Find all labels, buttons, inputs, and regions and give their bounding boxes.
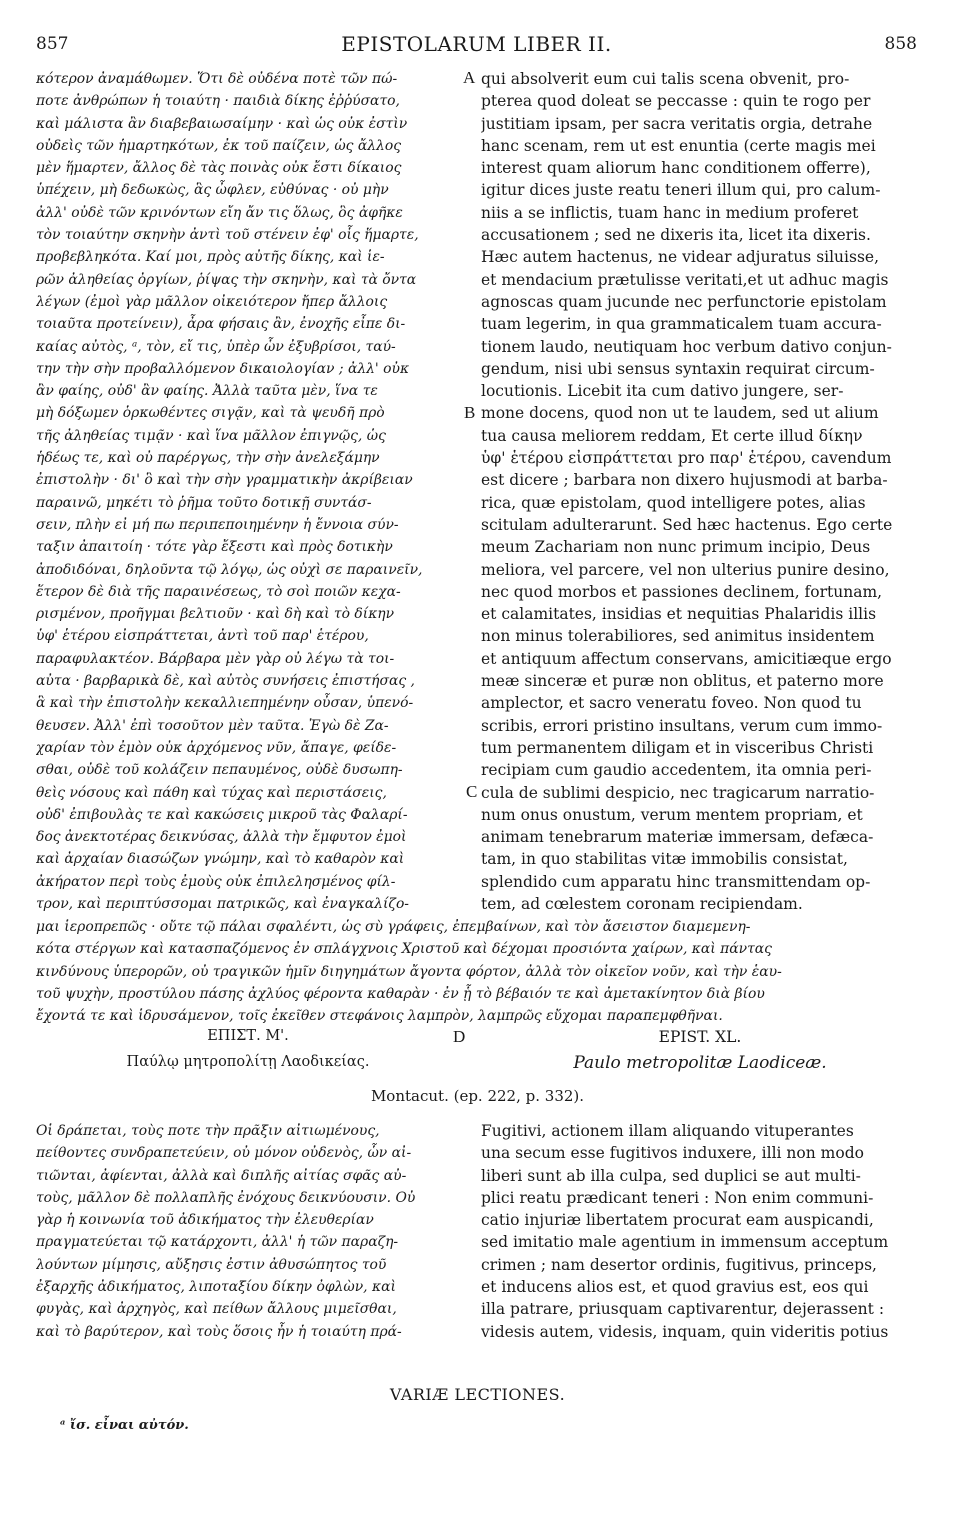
- latin-text-line: tem, ad cœlestem coronam recipiendam.: [481, 894, 803, 913]
- latin-text-line: non minus tolerabiliores, sed animitus insidentem: [481, 627, 875, 646]
- latin-text-line: illa patrare, priusquam captivarentur, dejerassent :: [481, 1300, 885, 1319]
- latin-text-line: catio injuriæ libertatem procurat eam auspicandi,: [481, 1211, 874, 1230]
- greek-text-line: καίας αὐτὸς, ᵃ, τὸν, εἴ τις, ὑπὲρ ὧν ἐξυβρίσοι, ταύ-: [36, 338, 396, 355]
- greek-text-line: κότερον ἀναμάθωμεν. Ὅτι δὲ οὐδένα ποτὲ τῶν πώ-: [36, 71, 398, 87]
- greek-text-line: χαρίαν τὸν ἐμὸν οὐκ ἀρχόμενος νῦν, ἄπαγε, φείδε-: [36, 739, 397, 756]
- greek-text-line: Οἱ δράπεται, τοὺς ποτε τὴν πρᾶξιν αἰτιωμένους,: [36, 1123, 380, 1139]
- greek-text-line: ἂν φαίης, οὐδ' ἂν φαίης. Ἀλλὰ ταῦτα μὲν, ἵνα τε: [36, 383, 378, 400]
- running-header: [36, 28, 917, 58]
- latin-text-line: mone docens, quod non ut te laudem, sed ut alium: [481, 404, 879, 423]
- greek-text-line: παραινῶ, μηκέτι τὸ ῥῆμα τοῦτο δοτικῇ συντάσ-: [36, 494, 372, 511]
- variant-reading-note: ᵃ ἴσ. εἶναι αὐτόν.: [60, 1418, 189, 1433]
- greek-text-line: τῆς ἀληθείας τιμᾷν · καὶ ἵνα μᾶλλον ἐπιγνῷς, ὡς: [36, 427, 386, 444]
- greek-text-line: ὑφ' ἑτέρου εἰσπράττεται, ἀντὶ τοῦ παρ' ἑτέρου,: [36, 628, 369, 645]
- greek-text-line: τὸν τοιαύτην σκηνὴν ἀντὶ τοῦ στένειν ἐφ' οἷς ἥμαρτε,: [36, 227, 419, 244]
- greek-text-line: προβεβληκότα. Καί μοι, πρὸς αὐτῆς δίκης, καὶ ἱε-: [36, 249, 385, 266]
- latin-text-line: meum Zachariam non nunc primum incipio, Deus: [481, 538, 871, 557]
- greek-text-line: ἀποδιδόναι, δηλοῦντα τῷ λόγῳ, ὡς οὐχὶ σε παραινεῖν,: [36, 561, 423, 578]
- latin-text-line: et inducens alios est, et quod gravius est, eos qui: [481, 1278, 869, 1297]
- latin-text-line: ὑφ' ἑτέρου εἰσπράττεται pro παρ' ἑτέρου, cavendum: [481, 449, 892, 468]
- section-marker-b: B: [464, 403, 476, 422]
- latin-text-line: niis a se inflictis, tuam hanc in medium proferet: [481, 203, 859, 222]
- latin-text-line: rica, quæ epistolam, quod intelligere potes, alias: [481, 493, 866, 512]
- greek-text-line: θεὶς νόσους καὶ πάθη καὶ τύχας καὶ περιστάσεις,: [36, 784, 387, 801]
- greek-text-line: ἔχοντά τε καὶ ἱδρυσάμενον, τοῖς ἐκεῖθεν στεφάνοις λαμπρὸν, λαμπρῶς εὔχομαι παραπεμφθῆναι.: [36, 1008, 723, 1025]
- section-marker-a: A: [463, 68, 476, 87]
- latin-text-line: meliora, vel parcere, vel non ulterius punire desino,: [481, 560, 890, 579]
- greek-text-line: καὶ ἀρχαίαν διασώζων γνώμην, καὶ τὸ καθαρὸν καὶ: [36, 851, 405, 868]
- greek-epistle-number: ΕΠΙΣΤ. Μ'.: [207, 1028, 289, 1044]
- greek-text-line: φυγὰς, καὶ ἀρχηγὸς, καὶ πείθων ἄλλους μιμεῖσθαι,: [36, 1301, 397, 1318]
- greek-text-line: αὐτα · βαρβαρικὰ δὲ, καὶ αὐτὸς συνήσεις ἐπιστήσας ,: [36, 673, 415, 690]
- greek-text-line: ὑπέχειν, μὴ δεδωκὼς, ἃς ὦφλεν, εὐθύνας · οὐ μὴν: [36, 182, 389, 199]
- greek-text-line: ποτε ἀνθρώπων ἡ τοιαύτη · παιδιὰ δίκης ἐῤῥύσατο,: [36, 93, 400, 110]
- greek-text-line: θευσεν. Ἀλλ' ἐπὶ τοσοῦτον μὲν ταῦτα. Ἐγὼ δὲ Ζα-: [36, 717, 389, 734]
- latin-text-line: Fugitivi, actionem illam aliquando vituperantes: [481, 1122, 854, 1140]
- greek-text-line: γὰρ ἡ κοινωνία τοῦ ἀδικήματος τὴν ἐλευθερίαν: [36, 1212, 374, 1229]
- latin-text-line: locutionis. Licebit ita cum dativo jungere, ser-: [481, 382, 844, 401]
- greek-text-line: κότα στέργων καὶ κατασπαζόμενος ἐν σπλάγχνοις Χριστοῦ καὶ δέχομαι προσιόντα χαίρων, καὶ πάντας: [36, 941, 772, 958]
- greek-text-line: ρισμένον, προῆγμαι βελτιοῦν · καὶ δὴ καὶ τὸ δίκην: [36, 606, 395, 623]
- running-title: EPISTOLARUM LIBER II.: [341, 32, 612, 56]
- greek-text-line: κινδύνους ὑπερορῶν, οὐ τραγικῶν ἡμῖν διηγημάτων ἄγοντα φόρτον, ἀλλὰ τὸν οἰκεῖον νοῦν, καὶ τὴν ἑαυ-: [36, 963, 782, 980]
- latin-text-line: gendum, nisi ubi sensus syntaxin requirat circum-: [481, 359, 875, 378]
- latin-text-line: tionem laudo, neutiquam hoc verbum dativo conjun-: [481, 337, 892, 356]
- latin-text-line: una secum esse fugitivos induxere, illi non modo: [481, 1144, 864, 1163]
- greek-text-line: οὐδεὶς τῶν ἡμαρτηκότων, ἐκ τοῦ παίζειν, ὡς ἄλλος: [36, 137, 401, 154]
- latin-text-line: et calamitates, insidias et nequitias Phalaridis illis: [481, 605, 877, 624]
- latin-column: [481, 68, 919, 915]
- greek-text-line: ἡδέως τε, καὶ οὐ παρέργως, τὴν σὴν ἀνελεξάμην: [36, 450, 380, 467]
- latin-text-line: hanc scenam, rem ut est enuntia (certe magis mei: [481, 136, 876, 155]
- greek-addressee: Παύλῳ μητροπολίτῃ Λαοδικείας.: [126, 1054, 370, 1070]
- greek-text-line: καὶ μάλιστα ἂν διαβεβαιωσαίμην · καὶ ὡς οὐκ ἐστὶν: [36, 115, 408, 132]
- greek-column: [36, 68, 460, 915]
- latin-text-line: scitulam adulterarunt. Sed hæc hactenus. Ego certe: [481, 515, 893, 534]
- latin-text-line: igitur dices juste reatu teneri illum qui, pro calum-: [481, 181, 881, 200]
- latin-text-line: tuam legerim, in qua grammaticalem tuam accura-: [481, 315, 882, 334]
- latin-text-line: pterea quod doleat se peccasse : quin te rogo per: [481, 92, 871, 111]
- greek-text-line: μὴ δόξωμεν ὁρκωθέντες σιγᾷν, καὶ τὰ ψευδῆ πρὸ: [36, 405, 385, 422]
- greek-text-line: καὶ τὸ βαρύτερον, καὶ τοὺς ὅσοις ἦν ἡ τοιαύτη πρά-: [36, 1323, 402, 1340]
- latin-text-line: interest quam aliorum hanc conditionem offerre),: [481, 159, 871, 178]
- greek-text-line: οὐδ' ἐπιβουλὰς τε καὶ κακώσεις μικροῦ τὰς Φαλαρί-: [36, 806, 408, 823]
- greek-text-line: δος ἀνεκτοτέρας δεικνύσας, ἀλλὰ τὴν ἔμφυτον ἐμοὶ: [36, 829, 407, 846]
- latin-text-line: scribis, errori pristino insultans, verum cum immo-: [481, 716, 883, 735]
- variae-lectiones-heading: VARIÆ LECTIONES.: [389, 1385, 566, 1404]
- greek-column-epistle-40: [36, 1120, 460, 1343]
- latin-text-line: meæ sinceræ et puræ non oblitus, et paterno more: [481, 672, 884, 691]
- greek-text-line: μαι ἱεροπρεπῶς · οὔτε τῷ πάλαι σφαλέντι, ὡς σὺ γράφεις, ἐπεμβαίνων, καὶ τὸν ἄσειστον διαμεμενη-: [36, 919, 751, 935]
- latin-text-line: agnoscas quam jucunde nec perfunctorie epistolam: [481, 292, 887, 311]
- greek-text-line: την τὴν σὴν προβαλλόμενον δικαιολογίαν ; ἀλλ' οὐκ: [36, 360, 410, 377]
- greek-text-line: τοῦ ψυχὴν, προστύλου πάσης ἀχλύος φέροντα καθαρὰν · ἐν ᾗ τὸ βέβαιόν τε καὶ ἀμετακίνητον διὰ βίου: [36, 985, 765, 1002]
- greek-text-line: πείθοντες συνδραπετεύειν, οὐ μόνον οὐδενὸς, ὧν αἰ-: [36, 1145, 412, 1162]
- section-marker-d: D: [453, 1027, 466, 1046]
- latin-text-line: plici reatu prædicant teneri : Non enim communi-: [481, 1188, 874, 1207]
- latin-text-line: accusationem ; sed ne dixeris ita, licet ita dixeris.: [481, 226, 871, 245]
- latin-text-line: justitiam ipsam, per sacra veritatis orgia, detrahe: [481, 114, 873, 133]
- greek-text-line: σειν, πλὴν εἰ μή πω περιπεποιημένην ἡ ἔννοια σύν-: [36, 516, 399, 533]
- greek-text-line: ταξιν ἀπαιτοίη · τότε γὰρ ἔξεστι καὶ πρὸς δοτικὴν: [36, 539, 393, 556]
- greek-text-line: τρον, καὶ περιπτύσσομαι πατρικῶς, καὶ ἐναγκαλίζο-: [36, 895, 409, 912]
- greek-text-line: λούντων μίμησις, αὔξησις ἐστιν ἀθυσώπητος τοῦ: [36, 1256, 387, 1273]
- greek-text-line: πραγματεύεται τῷ κατάρχοντι, ἀλλ' ἡ τῶν παραζη-: [36, 1234, 399, 1251]
- greek-text-line: ρῶν ἀληθείας ὀργίων, ῥίψας τὴν σκηνὴν, καὶ τὰ ὄντα: [36, 271, 417, 288]
- greek-text-line: ἀκήρατον περὶ τοὺς ἐμοὺς οὐκ ἐπιλελησμένος φίλ-: [36, 873, 396, 890]
- latin-text-line: et mendacium prætulisse veritati,et ut adhuc magis: [481, 270, 889, 289]
- source-reference: Montacut. (ep. 222, p. 332).: [370, 1087, 585, 1105]
- latin-epistle-number: EPIST. XL.: [658, 1028, 742, 1046]
- section-marker-c: C: [466, 782, 478, 801]
- greek-text-line: ἐπιστολὴν · δι' ὃ καὶ τὴν σὴν γραμματικὴν ἀκρίβειαν: [36, 472, 413, 489]
- latin-text-line: tam, in quo stabilitas vitæ immobilis consistat,: [481, 850, 848, 869]
- greek-text-line: ἃ καὶ τὴν ἐπιστολὴν κεκαλλιεπημένην οὖσαν, ὑπενό-: [36, 695, 414, 712]
- latin-text-line: recipiam cum gaudio accedentem, ita omnia peri-: [481, 761, 872, 780]
- greek-text-line: λέγων (ἐμοὶ γὰρ μᾶλλον οἰκειότερον ἤπερ ἄλλοις: [36, 293, 388, 310]
- latin-text-line: num onus onustum, verum mentem propriam, et: [481, 805, 863, 824]
- latin-text-line: liberi sunt ab illa culpa, sed duplici se aut multi-: [481, 1166, 861, 1185]
- latin-text-line: est dicere ; barbara non dixero hujusmodi at barba-: [481, 471, 888, 490]
- latin-text-line: crimen ; nam desertor ordinis, fugitivus, princeps,: [481, 1255, 877, 1274]
- latin-text-line: qui absolverit eum cui talis scena obvenit, pro-: [481, 70, 850, 88]
- greek-text-line: σθαι, οὐδὲ τοῦ κολάζειν πεπαυμένος, οὐδὲ δυσωπη-: [36, 762, 403, 779]
- latin-column-epistle-40: [481, 1120, 919, 1343]
- latin-text-line: et antiquum affectum conservans, amicitiæque ergo: [481, 649, 892, 668]
- latin-text-line: tum permanentem diligam et in visceribus Christi: [481, 738, 874, 757]
- page-number-right: 858: [884, 34, 917, 54]
- latin-addressee: Paulo metropolitæ Laodiceæ.: [573, 1053, 827, 1073]
- latin-text-line: tua causa meliorem reddam, Et certe illud δίκην: [481, 426, 863, 445]
- greek-text-line: μὲν ἥμαρτεν, ἄλλος δὲ τὰς ποινὰς οὐκ ἔστι δίκαιος: [36, 160, 402, 177]
- greek-text-line: ἀλλ' οὐδὲ τῶν κρινόντων εἴη ἄν τις ὅλως, ὃς ἀφῆκε: [36, 204, 403, 221]
- greek-text-line: τιῶνται, ἀφίενται, ἀλλὰ καὶ διπλῆς αἰτίας σφᾶς αὐ-: [36, 1167, 407, 1184]
- latin-text-line: animam tenebrarum materiæ immersam, defæca-: [481, 828, 874, 847]
- greek-text-line: ἐξαρχῆς ἀδικήματος, λιποταξίου δίκην ὀφλὼν, καὶ: [36, 1279, 396, 1296]
- greek-text-line: τοὺς, μᾶλλον δὲ πολλαπλῆς ἐνόχους δεικνύουσιν. Οὐ: [36, 1189, 416, 1206]
- latin-text-line: cula de sublimi despicio, nec tragicarum narratio-: [481, 783, 875, 802]
- latin-text-line: amplector, et sacro veneratu foveo. Non quod tu: [481, 694, 862, 713]
- greek-text-line: τοιαῦτα προτείνειν), ἆρα φήσαις ἂν, ἐνοχῆς εἶπε δι-: [36, 316, 406, 333]
- greek-text-line: παραφυλακτέον. Βάρβαρα μὲν γὰρ οὐ λέγω τὰ τοι-: [36, 650, 395, 667]
- latin-text-line: Hæc autem hactenus, ne videar adjuratus siluisse,: [481, 248, 880, 267]
- latin-text-line: sed imitatio male agentium in immensum acceptum: [481, 1233, 889, 1252]
- greek-text-line: ἕτερον δὲ διὰ τῆς παραινέσεως, τὸ σοὶ ποιῶν κεχα-: [36, 583, 401, 600]
- page-number-left: 857: [36, 34, 69, 54]
- latin-text-line: nec quod morbos et passiones declinem, fortunam,: [481, 582, 883, 601]
- latin-text-line: splendido cum apparatu hinc transmittendam op-: [481, 872, 871, 891]
- latin-text-line: videsis autem, videsis, inquam, quin videritis potius: [481, 1322, 889, 1341]
- greek-full-width-text: [36, 916, 916, 1027]
